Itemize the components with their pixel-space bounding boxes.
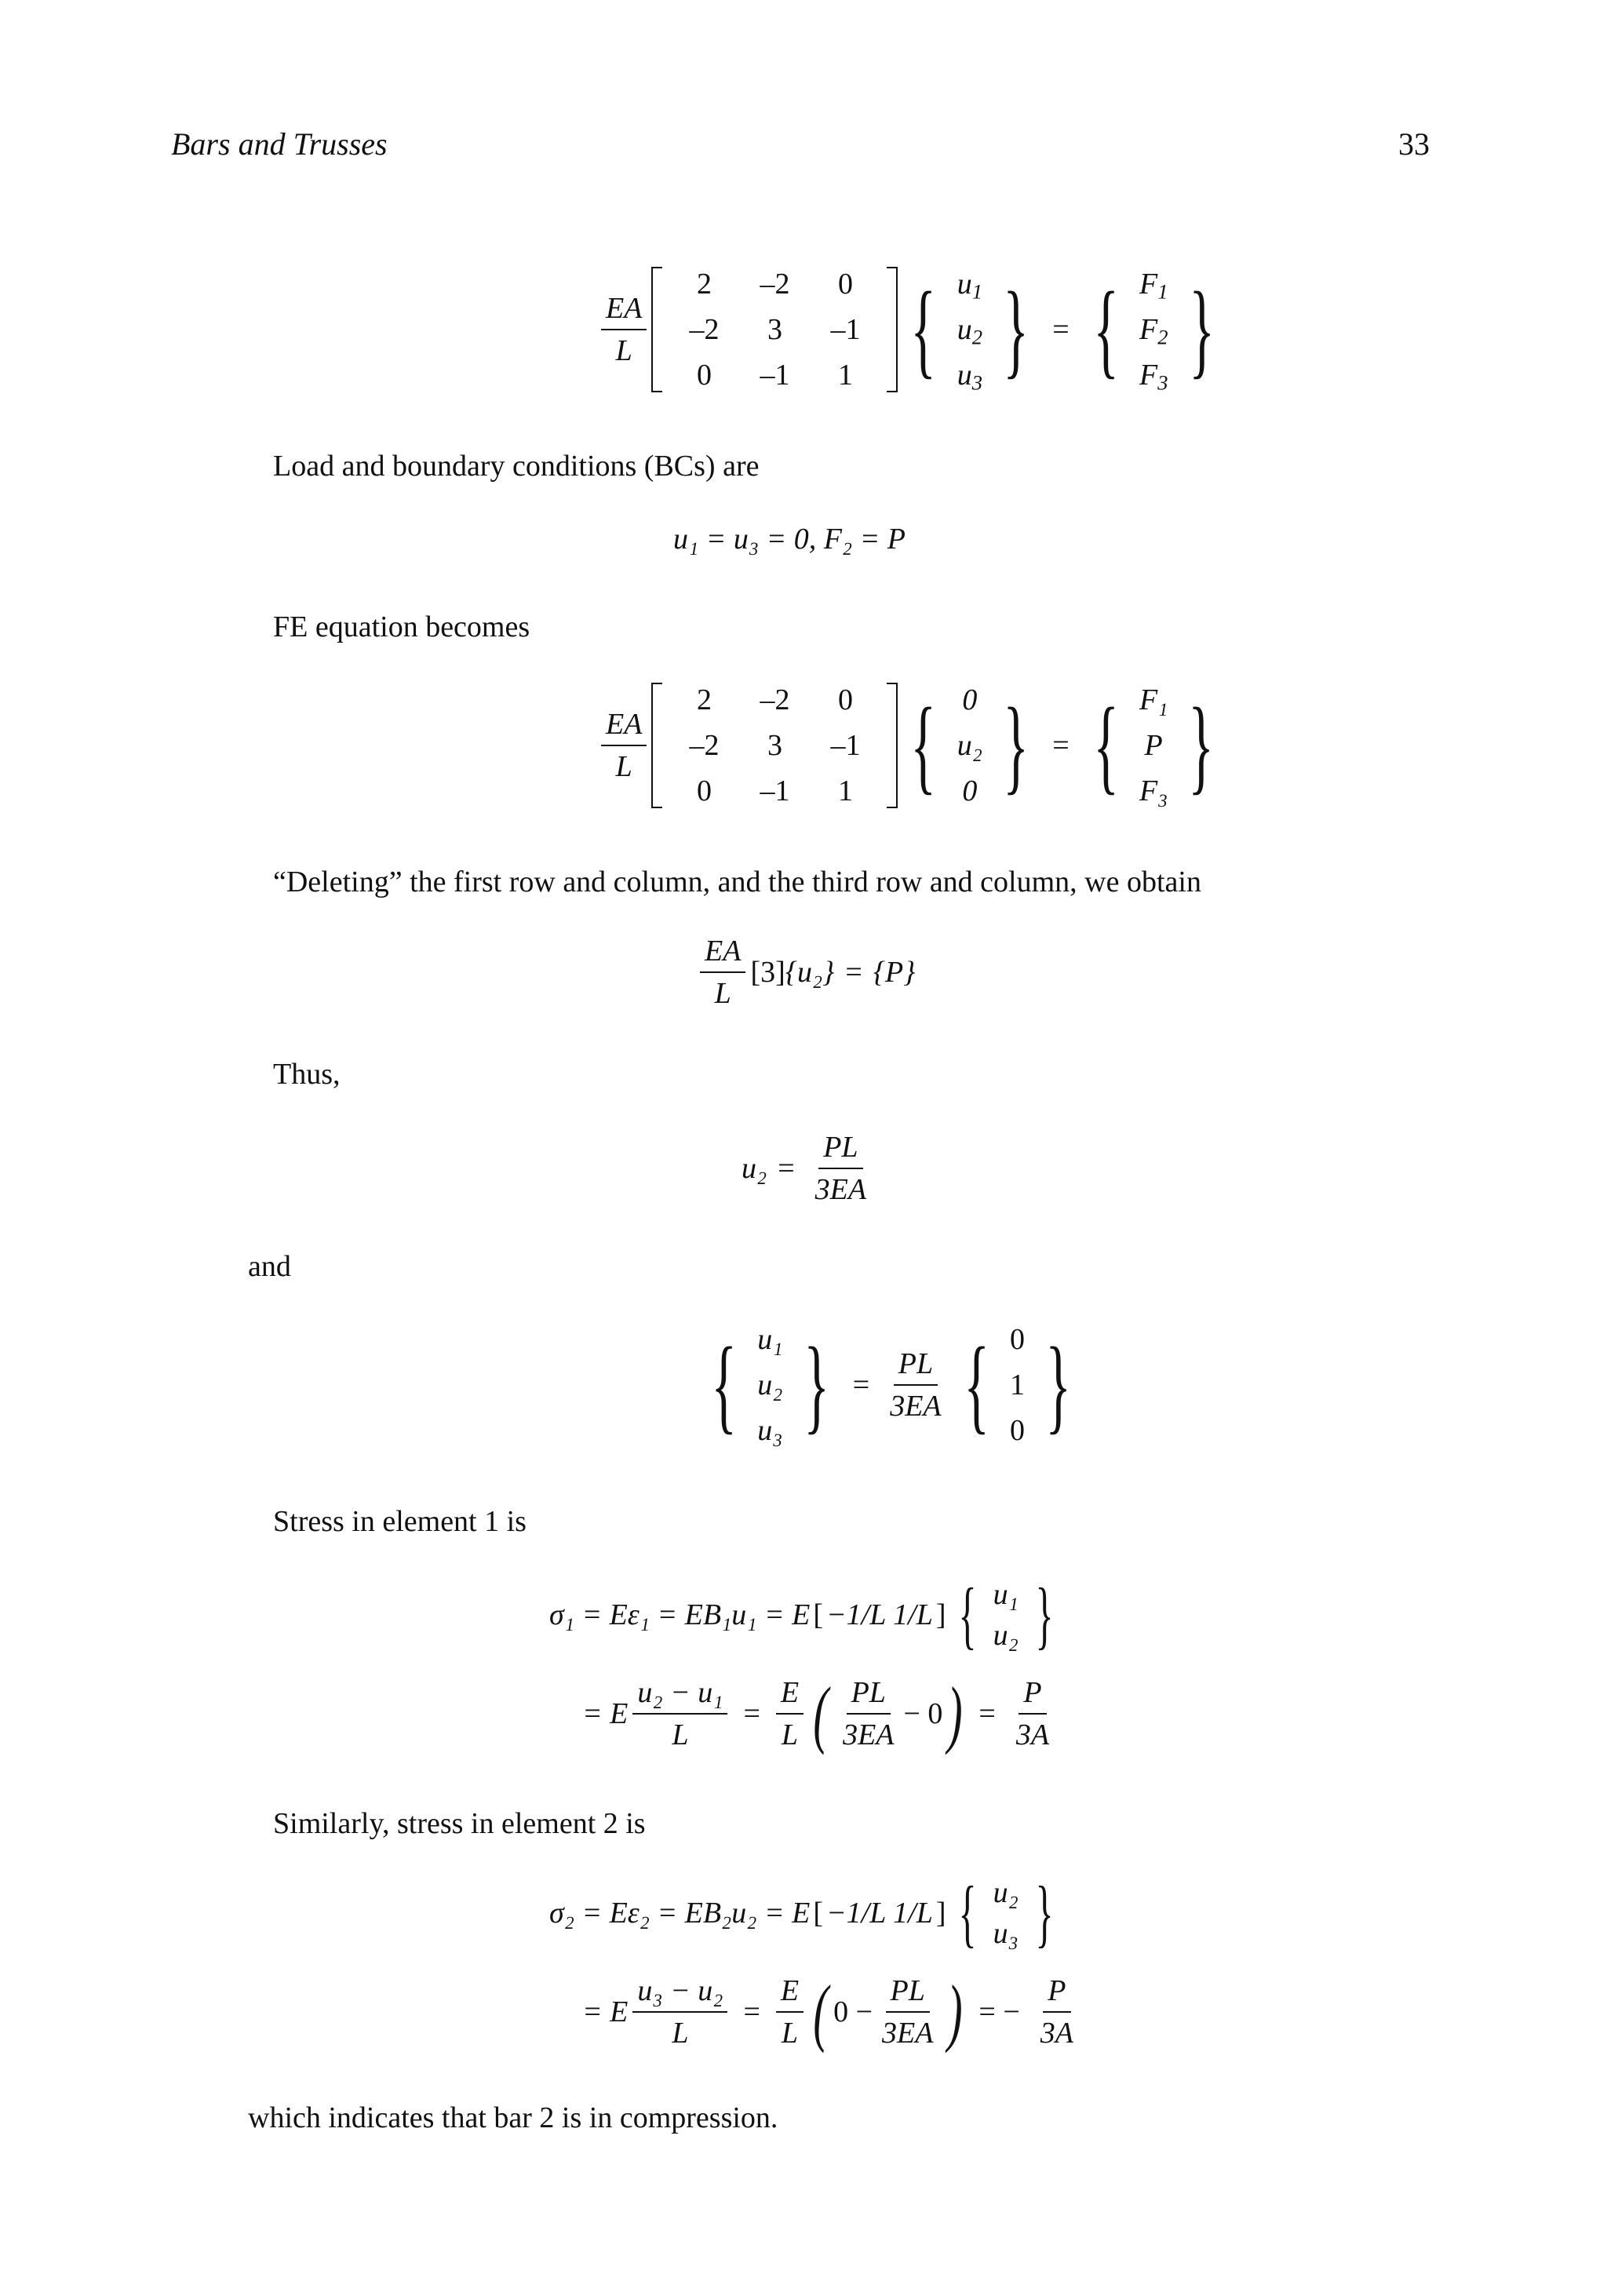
matrix-cell: 2 [696, 268, 712, 301]
page-number: 33 [1398, 126, 1430, 162]
matrix-cell: 1 [837, 359, 853, 392]
fraction: $\frac{PL}{3EA}$ [814, 1131, 867, 1206]
vector-entry: $F_1$ [1139, 268, 1168, 304]
matrix-cell: –2 [689, 313, 720, 346]
stiffness-matrix [651, 683, 898, 808]
equals-sign: = [1052, 729, 1070, 762]
matrix-cell: –2 [760, 683, 790, 716]
vector-entry: u₃ [757, 1414, 783, 1447]
displacement-vector: { 0 u₂ 0 } [910, 683, 1029, 807]
matrix-cell: 0 [696, 774, 712, 807]
matrix-cell: –1 [830, 729, 861, 762]
vector-entry: $F_2$ [1139, 313, 1168, 349]
displacement-vector: { u₁ u₂ } [958, 1573, 1054, 1656]
coef-denominator: L [615, 334, 632, 367]
running-title: Bars and Trusses [171, 126, 388, 162]
paragraph-stress2: Similarly, stress in element 2 is [273, 1807, 646, 1840]
matrix-cell: –1 [760, 774, 790, 807]
displacement-vector: { u₁ u₂ u₃ } [711, 1323, 829, 1447]
equation-stress1-line2: = E $\frac{\text{u₂ − u₁}}{L}$ = $\frac{E}{L}$ ( $\frac{PL}{3EA}$ − 0 ) = $\frac{P}{3A}$ [582, 1671, 1050, 1755]
equals-sign: = [1052, 313, 1070, 346]
bracket-u: {u₂} [785, 956, 835, 989]
vector-entry: u₃ [993, 1917, 1018, 1950]
paragraph-thus: Thus, [273, 1058, 341, 1091]
vector-entry: u₁ [757, 1323, 783, 1356]
vector-entry: 0 [1009, 1414, 1025, 1447]
bracket-p: {P} [873, 956, 916, 989]
paragraph-stress1: Stress in element 1 is [273, 1505, 527, 1538]
equation-boundary-conditions: u₁ = u₃ = 0, F₂ = P [673, 523, 906, 556]
equation-u-vector: { u₁ u₂ u₃ } = $\frac{PL}{3EA}$ { 0 1 0 } [698, 1322, 1084, 1448]
paragraph-load-bcs: Load and boundary conditions (BCs) are [273, 450, 760, 483]
vector-entry: $u_1$ [957, 268, 983, 304]
vector-entry: F₃ [1139, 774, 1168, 807]
matrix-cell: 0 [837, 268, 853, 301]
matrix-cell: –1 [830, 313, 861, 346]
paragraph-and: and [248, 1250, 291, 1283]
force-vector: { $F_1$ $F_2$ $F_3$ } [1093, 268, 1215, 395]
matrix-cell: 1 [837, 774, 853, 807]
coef-fraction: $\frac{EA}{L}$ [700, 934, 745, 1011]
fraction: $\frac{PL}{3EA}$ [890, 1347, 942, 1423]
stiffness-matrix [651, 267, 898, 392]
equation-fe-reduced [596, 683, 1227, 808]
force-vector: { F₁ P F₃ } [1092, 683, 1215, 807]
matrix-cell: 0 [696, 359, 712, 392]
vector-entry: u₂ [757, 1368, 783, 1401]
equation-u2: u₂ = $\frac{PL}{3EA}$ [742, 1130, 876, 1207]
bracket-k: [3] [750, 956, 785, 989]
coef-fraction [601, 291, 647, 368]
vector-entry: 0 [962, 774, 978, 807]
coef-fraction: $\frac{EA}{L}$ [601, 707, 647, 784]
equation-stress2-line2: = E $\frac{\text{u₃ − u₂}}{L}$ = $\frac{E}{L}$ ( 0 − $\frac{PL}{3EA}$ ) = − $\frac{P}{3A}$ [582, 1970, 1073, 2054]
unit-vector: { 0 1 0 } [963, 1323, 1071, 1447]
displacement-vector: { u₂ u₃ } [958, 1871, 1054, 1955]
vector-entry: 0 [1009, 1323, 1025, 1356]
displacement-vector: { $u_1$ $u_2$ $u_3$ } [910, 268, 1029, 395]
vector-entry: u₁ [993, 1578, 1018, 1611]
vector-entry: u₂ [957, 729, 982, 762]
equation-scalar: $\frac{EA}{L}$ [3] {u₂} = {P} [695, 934, 915, 1011]
vector-entry: F₁ [1139, 683, 1168, 716]
equation-stiffness-system [596, 267, 1227, 395]
vector-entry: u₂ [993, 1619, 1018, 1652]
matrix-cell: –2 [760, 268, 790, 301]
lhs: u₂ [742, 1152, 767, 1185]
vector-entry: u₂ [993, 1876, 1018, 1909]
vector-entry: $u_3$ [957, 359, 983, 395]
coef-numerator: EA [601, 291, 647, 330]
matrix-cell: 3 [767, 313, 782, 346]
paragraph-conclusion: which indicates that bar 2 is in compression. [248, 2101, 778, 2134]
matrix-cell: 3 [767, 729, 782, 762]
matrix-cell: 0 [837, 683, 853, 716]
vector-entry: 1 [1009, 1368, 1025, 1401]
vector-entry: $u_2$ [957, 313, 983, 349]
vector-entry: $F_3$ [1139, 359, 1168, 395]
equation-stress1-line1: σ₁ = Eε₁ = EB₁u₁ = E [ −1/L 1/L ] { u₁ u₂ } [549, 1577, 1062, 1653]
vector-entry: 0 [962, 683, 978, 716]
paragraph-fe-equation: FE equation becomes [273, 610, 530, 643]
matrix-cell: –2 [689, 729, 720, 762]
vector-entry: P [1144, 729, 1163, 762]
paragraph-deleting: “Deleting” the first row and column, and the third row and column, we obtain [273, 866, 1201, 898]
matrix-cell: 2 [696, 683, 712, 716]
matrix-cell: –1 [760, 359, 790, 392]
equation-stress2-line1: σ₂ = Eε₂ = EB₂u₂ = E [ −1/L 1/L ] { u₂ u₃ } [549, 1875, 1062, 1951]
